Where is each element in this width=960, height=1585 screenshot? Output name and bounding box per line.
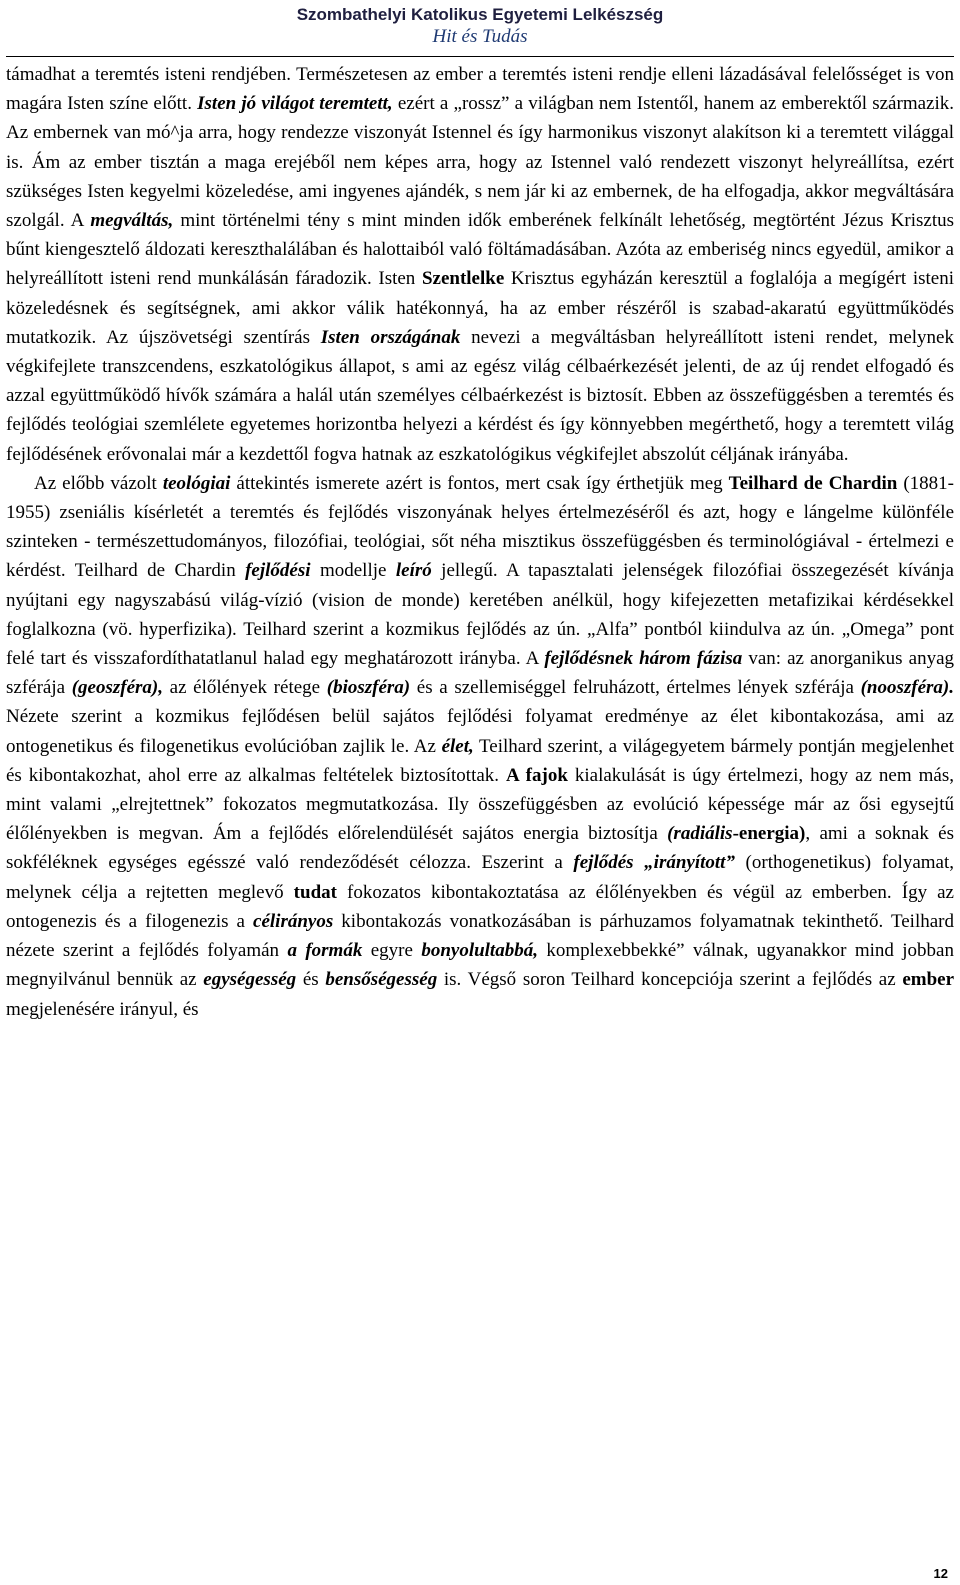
text-run: Isten országának	[320, 326, 461, 348]
text-run: megjelenésére irányul, és	[6, 998, 199, 1020]
text-run: Nézete szerint a kozmikus fejlődésen belül sajátos fejlődési folyamat eredménye az élet kibontakozása, ami az ontogenetikus és filogenetikus evolúcióban zajlik le. Az	[6, 706, 954, 757]
page-number: 12	[933, 1566, 948, 1581]
text-run: Teilhard de Chardin	[728, 472, 898, 494]
page-header	[0, 4, 960, 48]
text-run: tudat	[293, 881, 337, 903]
text-run: ezért a „rossz” a világban nem Istentől, hanem az emberektől származik. Az embernek van mó^ja arra, hogy rendezze viszonyát Istennel és így harmonikus viszonyt alakítson ki a teremtett világgal is. Ám az ember tisztán a maga erejéből nem képes arra, hogy az Istennel való rendezett viszonyt helyreállítsa, ezért szükséges Isten kegyelmi közeledése, ami ingyenes ajándék, s nem jár ki az embernek, de ha elfogadja, akkor megváltására szolgál. A	[6, 93, 954, 232]
text-run: (orthogenetikus) folyamat, melynek célja a rejtetten meglevő	[6, 852, 954, 903]
text-run: bonyolultabbá,	[421, 940, 538, 962]
text-run: egységesség	[203, 969, 297, 991]
text-run: kialakulását is úgy értelmezi, hogy az nem más, mint valami „elrejtettnek” fokozatos megmutatkozása. Ily összefüggésben az evolúció képessége már az ősi egysejtű élőlényekben is megvan. Ám a fejlődés előrelendülését sajátos energia biztosítja	[6, 764, 954, 845]
text-run: komplexebbekké” válnak, ugyanakkor mind jobban megnyilvánul bennük az	[6, 940, 954, 991]
text-run: Az előbb vázolt	[34, 472, 163, 494]
text-run: és a szellemiséggel felruházott, értelmes lények szférája	[410, 677, 861, 699]
text-run: támadhat a teremtés isteni rendjében. Természetesen az ember a teremtés isteni rendje elleni lázadásával felelősséget is von magára Isten színe előtt.	[6, 64, 954, 115]
paragraph-2	[6, 469, 954, 1024]
text-run: teológiai	[162, 472, 231, 494]
text-run: leíró	[395, 560, 432, 582]
text-run: jellegű. A tapasztalati jelenségek filozófiai összegezését kívánja nyújtani egy nagyszabású világ-vízió (vision de monde) keretében anélkül, hogy kifejezetten metafizikai kérdésekkel foglalkozna (vö. hyperfizika). Teilhard szerint a kozmikus fejlődés az ún. „Alfa” pontból kiindulva az ún. „Omega” pont felé tart és visszafordíthatatlanul halad egy meghatározott irányba. A	[6, 560, 954, 670]
header-divider	[6, 56, 954, 57]
text-run: és	[296, 969, 326, 991]
text-run: A fajok	[506, 764, 568, 786]
text-run: Szentlelke	[421, 268, 505, 290]
text-run: fejlődés „irányított”	[573, 852, 735, 874]
paragraph-1	[6, 60, 954, 469]
text-run: a formák	[287, 940, 363, 962]
text-run: , ami a soknak és sokféléknek egységes egésszé való rendeződését célozza. Eszerint a	[6, 823, 954, 874]
text-run: (1881-1955) zseniális kísérletét a teremtés és fejlődés viszonyának helyes értelmezéséről és azt, hogy e lángelme különféle szinteken - természettudományos, filozófiai, teológiai, sőt néha misztikus összefüggésben és terminológiával - értelmezi e kérdést. Teilhard de Chardin	[6, 472, 954, 582]
text-run: kibontakozás vonatkozásában is párhuzamos folyamatnak tekinthető. Teilhard nézete szerint a fejlődés folyamán	[6, 910, 954, 962]
text-run: fejlődési	[245, 560, 311, 582]
text-run: az élőlények rétege	[163, 677, 327, 699]
header-subtitle: Hit és Tudás	[432, 26, 528, 47]
text-run: bensőségesség	[325, 969, 438, 991]
text-run: ember	[902, 969, 955, 991]
text-run: Teilhard szerint, a világegyetem bármely pontján megjelenhet és kibontakozhat, ahol erre az alkalmas feltételek biztosítottak.	[6, 735, 954, 786]
text-run: modellje	[310, 560, 396, 582]
text-run: van: az anorganikus anyag szférája	[6, 648, 955, 699]
text-run: (geoszféra),	[71, 677, 163, 699]
text-run: egyre	[362, 940, 422, 962]
text-run: megváltás,	[90, 210, 174, 232]
text-run: nevezi a megváltásban helyreállított isteni rendet, melynek végkifejlete transzcendens, eszkatológikus állapot, s ami az egész világ célbaérkezését jelenti, de az új rendet elfogadó és azzal együttműködő hívők számára a halál után személyes célbaérkezést is biztosít. Ebben az összefüggésben a teremtés és fejlődés teológiai szemlélete egyetemes horizontba helyezi a kérdést és így könnyebben megérthető, hogy a teremtett világ fejlődésének erővonalai már a kezdettől fogva hatnak az eszkatológikus végkifejlet abszolút céljának irányába.	[6, 326, 954, 465]
text-run: fejlődésnek három fázisa	[544, 648, 743, 670]
header-organization: Szombathelyi Katolikus Egyetemi Lelkészség	[296, 5, 664, 24]
text-run: (radiális	[667, 823, 733, 845]
body-text	[6, 60, 954, 1024]
text-run: (nooszféra).	[860, 677, 954, 699]
text-run: -energia)	[732, 823, 806, 845]
text-run: célirányos	[253, 910, 334, 932]
text-run: áttekintés ismerete azért is fontos, mert csak így érthetjük meg	[230, 472, 729, 494]
text-run: is. Végső soron Teilhard koncepciója szerint a fejlődés az	[437, 969, 903, 991]
text-run: élet,	[441, 735, 474, 757]
text-run: Isten jó világot teremtett,	[197, 93, 393, 115]
text-run: Krisztus egyházán keresztül a foglalója a megígért isteni közeledésnek és segítségnek, ami akkor válik hatékonnyá, ha az ember részéről is szabad-akaratú együttműködés mutatkozik. Az újszövetségi szentírás	[6, 268, 955, 348]
text-run: fokozatos kibontakoztatása az élőlényekben és végül az emberben. Így az ontogenezis és a filogenezis a	[6, 881, 954, 932]
text-run: (bioszféra)	[326, 677, 411, 699]
text-run: mint történelmi tény s mint minden idők emberének felkínált lehetőség, megtörtént Jézus Krisztus bűnt kiengesztelő áldozati kereszthalálában és halottaiból való föltámadásában. Azóta az emberiség nincs egyedül, amikor a helyreállított isteni rend munkálásán fáradozik. Isten	[6, 210, 954, 290]
